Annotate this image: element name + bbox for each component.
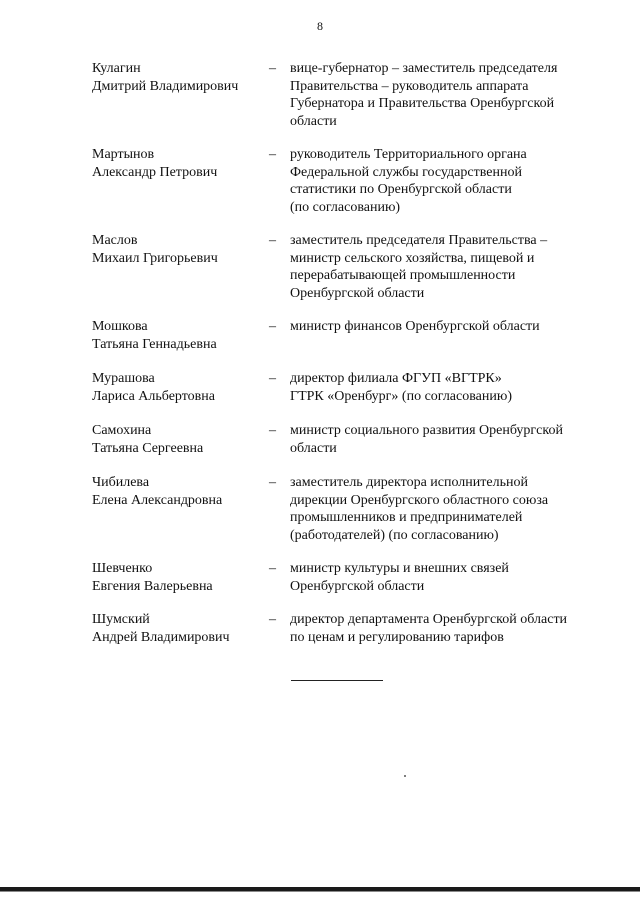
position-line: промышленников и предпринимателей (290, 510, 523, 526)
member-surname: Самохина (92, 423, 152, 438)
member-name (92, 370, 262, 405)
member-surname: Шумский (92, 612, 150, 627)
member-surname: Шевченко (92, 561, 153, 576)
entry-dash: – (269, 561, 276, 576)
position-line: директор филиала ФГУП «ВГТРК» (290, 371, 502, 386)
member-position (290, 611, 610, 646)
member-name (92, 232, 262, 267)
position-line: директор департамента Оренбургской области (290, 612, 568, 627)
member-given-names: Лариса Альбертовна (92, 388, 215, 404)
position-line: ГТРК «Оренбург» (по согласованию) (290, 388, 512, 404)
position-line: заместитель директора исполнительной (290, 475, 528, 490)
member-position (290, 422, 610, 457)
entry-dash: – (269, 475, 276, 490)
member-surname: Маслов (92, 233, 138, 248)
member-given-names: Александр Петрович (92, 164, 218, 180)
position-line: Оренбургской области (290, 578, 425, 594)
scan-bottom-edge-shadow (0, 891, 640, 892)
member-position (290, 146, 610, 216)
position-line: Оренбургской области (290, 285, 425, 301)
position-line: статистики по Оренбургской области (290, 182, 512, 198)
position-line: области (290, 113, 337, 129)
member-name (92, 146, 262, 181)
member-given-names: Елена Александровна (92, 492, 223, 508)
member-surname: Мошкова (92, 319, 148, 334)
member-surname: Кулагин (92, 61, 141, 76)
position-line: (по согласованию) (290, 199, 401, 215)
position-line: министр сельского хозяйства, пищевой и (290, 250, 535, 266)
entry-dash: – (269, 423, 276, 438)
member-given-names: Евгения Валерьевна (92, 578, 213, 594)
member-given-names: Михаил Григорьевич (92, 250, 218, 266)
entry-dash: – (269, 319, 276, 334)
position-line: вице-губернатор – заместитель председателя (290, 61, 558, 76)
member-surname: Чибилева (92, 475, 150, 490)
member-position (290, 560, 610, 595)
position-line: министр финансов Оренбургской области (290, 319, 540, 334)
member-name (92, 474, 262, 509)
position-line: Губернатора и Правительства Оренбургской (290, 96, 555, 112)
entry-dash: – (269, 147, 276, 162)
member-name (92, 318, 262, 353)
entry-dash: – (269, 371, 276, 386)
member-position (290, 318, 610, 336)
member-position (290, 60, 610, 130)
entry-dash: – (269, 61, 276, 76)
member-name (92, 611, 262, 646)
member-given-names: Татьяна Геннадьевна (92, 336, 217, 352)
member-surname: Мартынов (92, 147, 155, 162)
position-line: министр социального развития Оренбургской (290, 423, 563, 438)
position-line: области (290, 440, 337, 456)
member-given-names: Андрей Владимирович (92, 629, 230, 645)
entry-dash: – (269, 233, 276, 248)
member-surname: Мурашова (92, 371, 155, 386)
position-line: Правительства – руководитель аппарата (290, 78, 529, 94)
member-name (92, 422, 262, 457)
member-position (290, 474, 610, 544)
member-name (92, 60, 262, 95)
position-line: перерабатывающей промышленности (290, 268, 516, 284)
member-name (92, 560, 262, 595)
member-position (290, 370, 610, 405)
entry-dash: – (269, 612, 276, 627)
position-line: руководитель Территориального органа (290, 147, 527, 162)
member-given-names: Дмитрий Владимирович (92, 78, 239, 94)
page-number: 8 (317, 19, 323, 33)
position-line: заместитель председателя Правительства – (290, 233, 548, 248)
position-line: министр культуры и внешних связей (290, 561, 509, 576)
member-position (290, 232, 610, 302)
position-line: (работодателей) (по согласованию) (290, 527, 499, 543)
position-line: Федеральной службы государственной (290, 164, 522, 180)
scan-speck (404, 775, 406, 777)
member-given-names: Татьяна Сергеевна (92, 440, 204, 456)
position-line: по ценам и регулированию тарифов (290, 629, 504, 645)
position-line: дирекции Оренбургского областного союза (290, 492, 549, 508)
closing-rule (291, 680, 383, 681)
